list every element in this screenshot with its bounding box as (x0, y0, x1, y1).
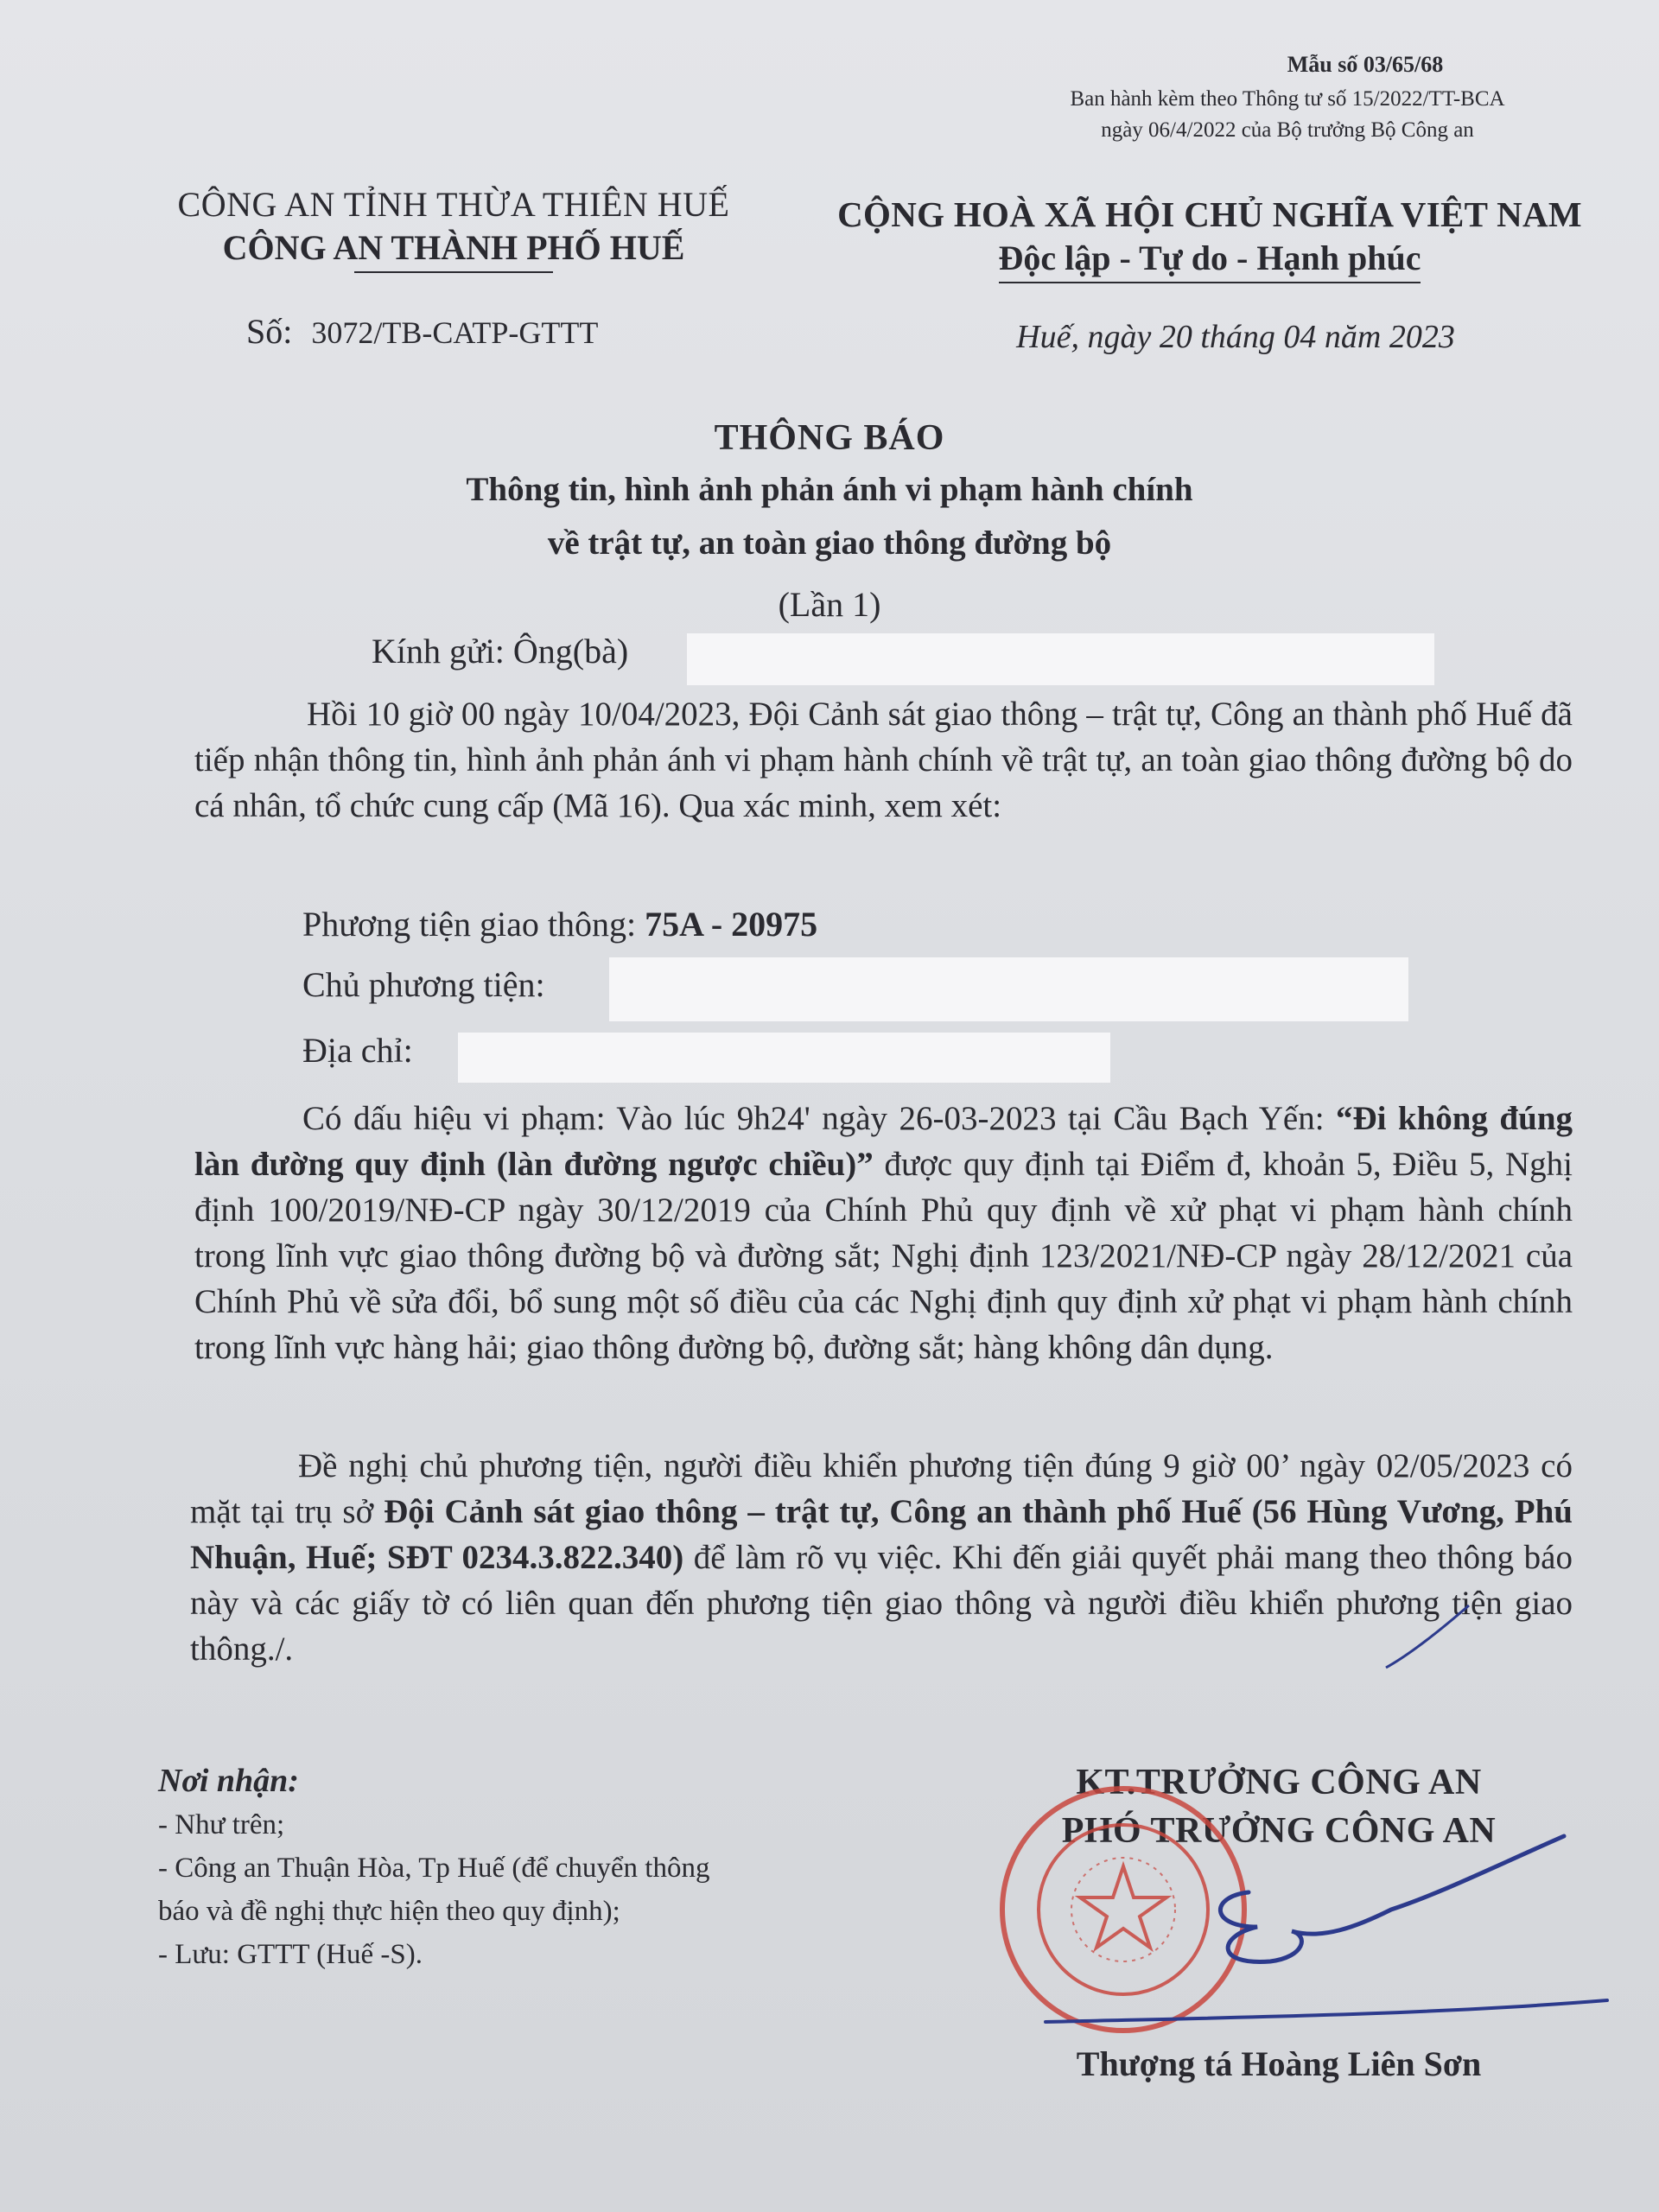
issuing-agency (138, 183, 769, 273)
notice-turn: (Lần 1) (778, 585, 881, 624)
violation-paragraph (194, 1096, 1573, 1370)
address-field (302, 1030, 413, 1071)
addressee-label: Kính gửi: Ông(bà) (372, 632, 629, 671)
request-paragraph (190, 1443, 1573, 1672)
national-heading (812, 192, 1607, 283)
document-subtitle-2: về trật tự, an toàn giao thông đường bộ (547, 524, 1112, 562)
form-issued-line-1: Ban hành kèm theo Thông tư số 15/2022/TT-BCA (1070, 87, 1505, 111)
national-motto: Độc lập - Tự do - Hạnh phúc (999, 237, 1421, 283)
violation-offense: “Đi không đúng làn đường quy định (làn đường ngược chiều)” (194, 1100, 1573, 1183)
signer-name: Thượng tá Hoàng Liên Sơn (1076, 2044, 1482, 2083)
document-date: Huế, ngày 20 tháng 04 năm 2023 (1016, 319, 1455, 355)
form-code: Mẫu số 03/65/68 (1287, 52, 1444, 77)
owner-label: Chủ phương tiện: (302, 965, 545, 1004)
request-office: Đội Cảnh sát giao thông – trật tự, Công an thành phố Huế (56 Hùng Vương, Phú Nhuận, Huế; SĐT 0234.3.822.340) (190, 1493, 1573, 1576)
title-block (259, 413, 1400, 631)
violation-lead: Có dấu hiệu vi phạm: Vào lúc 9h24' ngày 26-03-2023 tại Cầu Bạch Yến: (302, 1100, 1336, 1137)
violation-legal-basis: được quy định tại Điểm đ, khoản 5, Điều 5, Nghị định 100/2019/NĐ-CP ngày 30/12/2019 của Chính Phủ quy định về xử phạt vi phạm hành chính trong lĩnh vực giao thông đường bộ và đường sắt; Nghị định 123/2021/NĐ-CP ngày 28/12/2021 của Chính Phủ về sửa đổi, bổ sung một số điều của các Nghị định quy định xử phạt vi phạm hành chính trong lĩnh vực hàng hải; giao thông đường bộ, đường sắt; hàng không dân dụng. (194, 1146, 1573, 1366)
document-number-label: Số: (246, 312, 293, 351)
vehicle-field (302, 904, 817, 944)
redacted-owner (609, 957, 1408, 1021)
recipient-line: - Lưu: GTTT (Huế -S). (158, 1939, 423, 1970)
parent-agency: CÔNG AN TỈNH THỪA THIÊN HUẾ (177, 185, 730, 224)
document-number (246, 311, 598, 352)
form-issued-note (994, 84, 1581, 146)
country-name: CỘNG HOÀ XÃ HỘI CHỦ NGHĨA VIỆT NAM (837, 194, 1582, 234)
signature-icon (1011, 1815, 1616, 2039)
recipient-line: - Công an Thuận Hòa, Tp Huế (để chuyển thông (158, 1853, 710, 1884)
intro-paragraph: Hồi 10 giờ 00 ngày 10/04/2023, Đội Cảnh sát giao thông – trật tự, Công an thành phố Huế đã tiếp nhận thông tin, hình ảnh phản ánh vi phạm hành chính về trật tự, an toàn giao thông đường bộ do cá nhân, tổ chức cung cấp (Mã 16). Qua xác minh, xem xét: (194, 696, 1573, 824)
redacted-addressee (687, 633, 1434, 685)
recipients-block (158, 1758, 918, 1976)
document-number-value: 3072/TB-CATP-GTTT (311, 315, 599, 350)
request-lead: Đề nghị chủ phương tiện, người điều khiển phương tiện đúng 9 giờ 00’ ngày 02/05/2023 có mặt tại trụ sở (190, 1447, 1573, 1530)
redacted-address (458, 1033, 1110, 1083)
recipients-heading: Nơi nhận: (158, 1763, 299, 1799)
recipient-line: - Như trên; (158, 1809, 285, 1840)
address-label: Địa chỉ: (302, 1031, 413, 1070)
owner-field (302, 964, 545, 1005)
vehicle-label: Phương tiện giao thông: (302, 905, 637, 944)
recipient-line: báo và đề nghị thực hiện theo quy định); (158, 1896, 620, 1927)
document-title: THÔNG BÁO (714, 418, 945, 458)
document-subtitle-1: Thông tin, hình ảnh phản ánh vi phạm hành chính (466, 471, 1193, 508)
check-mark-icon (1382, 1599, 1478, 1676)
signer-role-1: KT.TRƯỞNG CÔNG AN (1076, 1763, 1482, 1802)
vehicle-plate: 75A - 20975 (645, 905, 818, 944)
form-issued-line-2: ngày 06/4/2022 của Bộ trưởng Bộ Công an (1101, 118, 1474, 142)
issuing-unit: CÔNG AN THÀNH PHỐ HUẾ (222, 228, 685, 267)
signer-role-2: PHÓ TRƯỞNG CÔNG AN (1061, 1811, 1497, 1851)
request-rest: để làm rõ vụ việc. Khi đến giải quyết phải mang theo thông báo này và các giấy tờ có liên quan đến phương tiện giao thông và người điều khiển phương tiện giao thông./. (190, 1539, 1573, 1668)
agency-underline (354, 271, 553, 273)
